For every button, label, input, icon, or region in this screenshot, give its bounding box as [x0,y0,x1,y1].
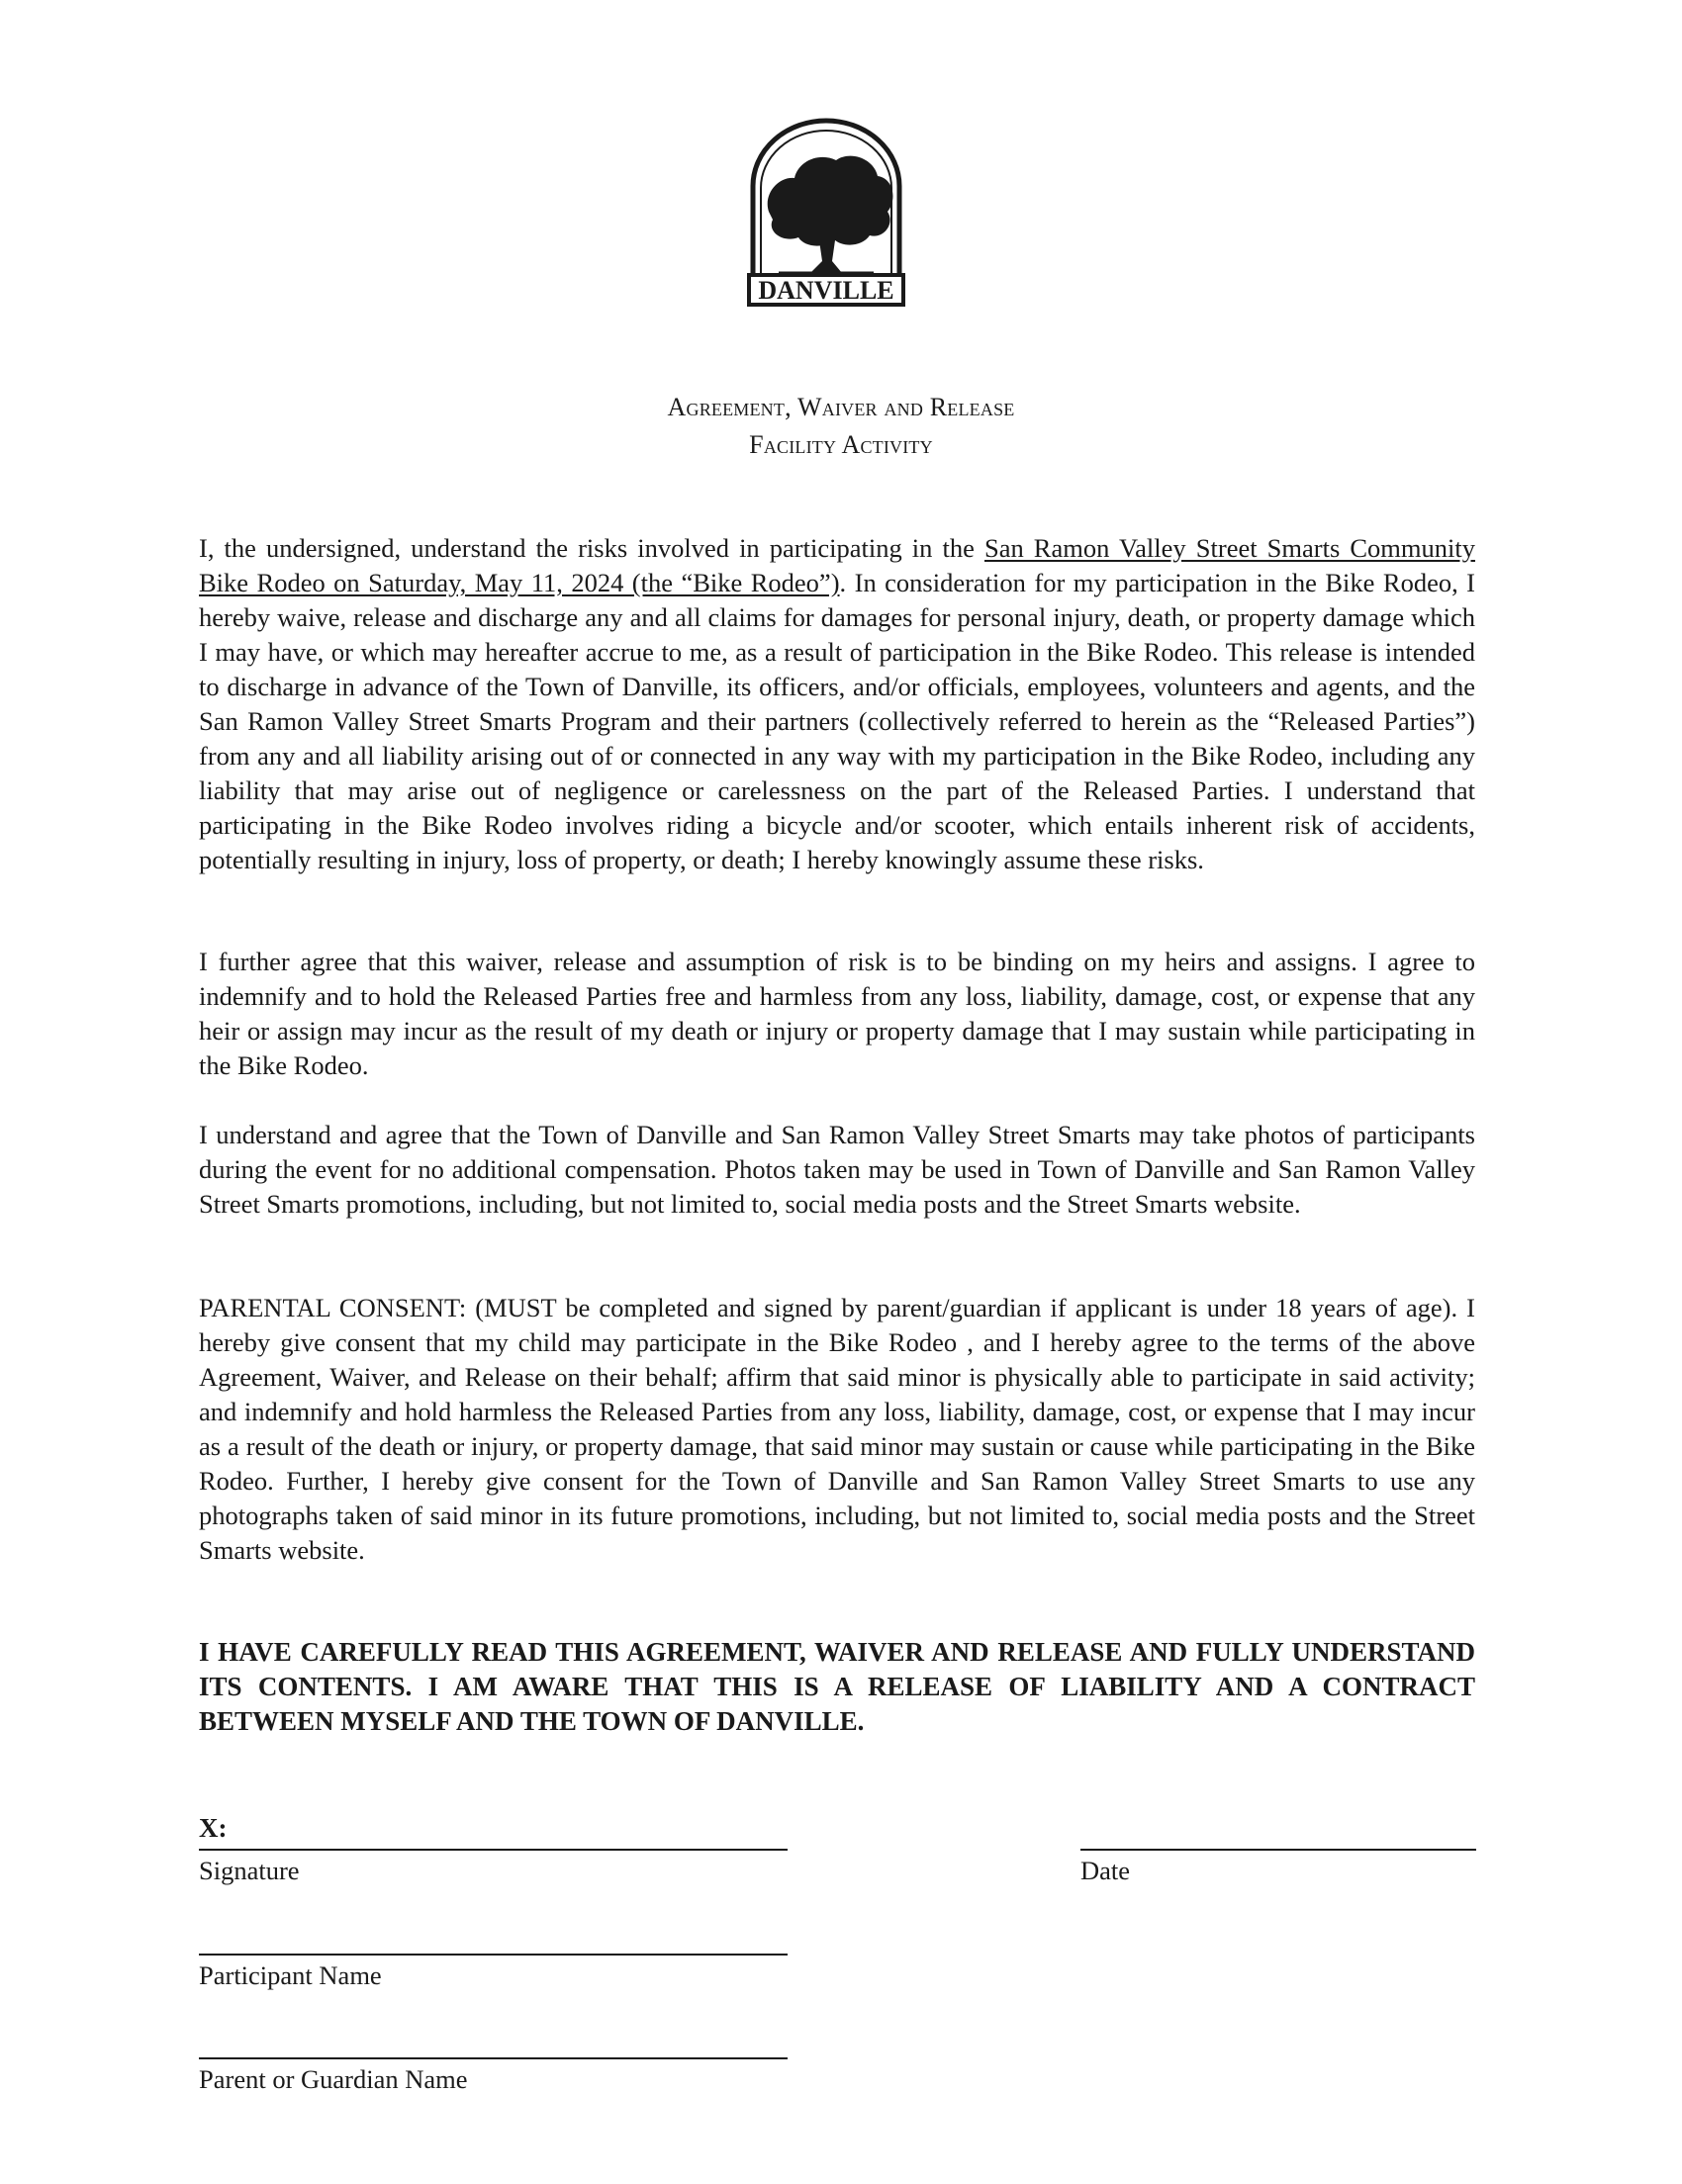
participant-name-line[interactable] [199,1954,788,1956]
date-line[interactable] [1080,1849,1476,1851]
signature-x-mark: X: [199,1813,228,1843]
signature-line[interactable] [199,1849,788,1851]
acknowledgement-statement: I HAVE CAREFULLY READ THIS AGREEMENT, WAIVER AND RELEASE AND FULLY UNDERSTAND ITS CONTENTS. I AM AWARE THAT THIS IS A RELEASE OF LIABILITY AND A CONTRACT BETWEEN MYSELF AND THE TOWN OF DANVILLE. [199,1637,1475,1736]
guardian-name-line[interactable] [199,2057,788,2059]
paragraph-release [199,531,1475,877]
event-name-underlined: San Ramon Valley Street Smarts Community Bike Rodeo on Saturday, May 11, 2024 (the “Bike Rodeo”) [199,533,1475,597]
participant-name-label: Participant Name [199,1960,382,1990]
date-label: Date [1080,1856,1131,1885]
document-title: Agreement, Waiver and Release [667,393,1015,421]
document-subtitle: Facility Activity [749,430,933,459]
danville-logo [739,117,913,311]
guardian-name-label: Parent or Guardian Name [199,2064,468,2094]
signature-label: Signature [199,1856,300,1885]
paragraph-release-rest: . In consideration for my participation in the Bike Rodeo, I hereby waive, release and discharge any and all claims for damages for personal injury, death, or property damage which I may have, or which may hereafter accrue to me, as a result of participation in the Bike Rodeo. This release is intended to discharge in advance of the Town of Danville, its officers, and/or officials, employees, volunteers and agents, and the San Ramon Valley Street Smarts Program and their partners (collectively referred to herein as the “Released Parties”) from any and all liability arising out of or connected in any way with my participation in the Bike Rodeo, including any liability that may arise out of negligence or carelessness on the part of the Released Parties. I understand that participating in the Bike Rodeo involves riding a bicycle and/or scooter, which entails inherent risk of accidents, potentially resulting in injury, loss of property, or death; I hereby knowingly assume these risks. [199,568,1475,874]
paragraph-photos: I understand and agree that the Town of Danville and San Ramon Valley Street Smarts may take photos of participants during the event for no additional compensation. Photos taken may be used in Town of Danville and San Ramon Valley Street Smarts promotions, including, but not limited to, social media posts and the Street Smarts website. [199,1120,1475,1219]
paragraph-parental-consent: PARENTAL CONSENT: (MUST be completed and signed by parent/guardian if applicant is under 18 years of age). I hereby give consent that my child may participate in the Bike Rodeo , and I hereby agree to the terms of the above Agreement, Waiver, and Release on their behalf; affirm that said minor is physically able to participate in said activity; and indemnify and hold harmless the Released Parties from any loss, liability, damage, cost, or expense that I may incur as a result of the death or injury, or property damage, that said minor may sustain or cause while participating in the Bike Rodeo. Further, I hereby give consent for the Town of Danville and San Ramon Valley Street Smarts to use any photographs taken of said minor in its future promotions, including, but not limited to, social media posts and the Street Smarts website. [199,1293,1475,1565]
oak-tree-icon [739,117,913,311]
logo-text: DANVILLE [758,276,894,305]
paragraph-indemnify: I further agree that this waiver, release and assumption of risk is to be binding on my heirs and assigns. I agree to indemnify and to hold the Released Parties free and harmless from any loss, liability, damage, cost, or expense that any heir or assign may incur as the result of my death or injury or property damage that I may sustain while participating in the Bike Rodeo. [199,947,1475,1080]
paragraph-release-lead: I, the undersigned, understand the risks involved in participating in the [199,533,984,563]
